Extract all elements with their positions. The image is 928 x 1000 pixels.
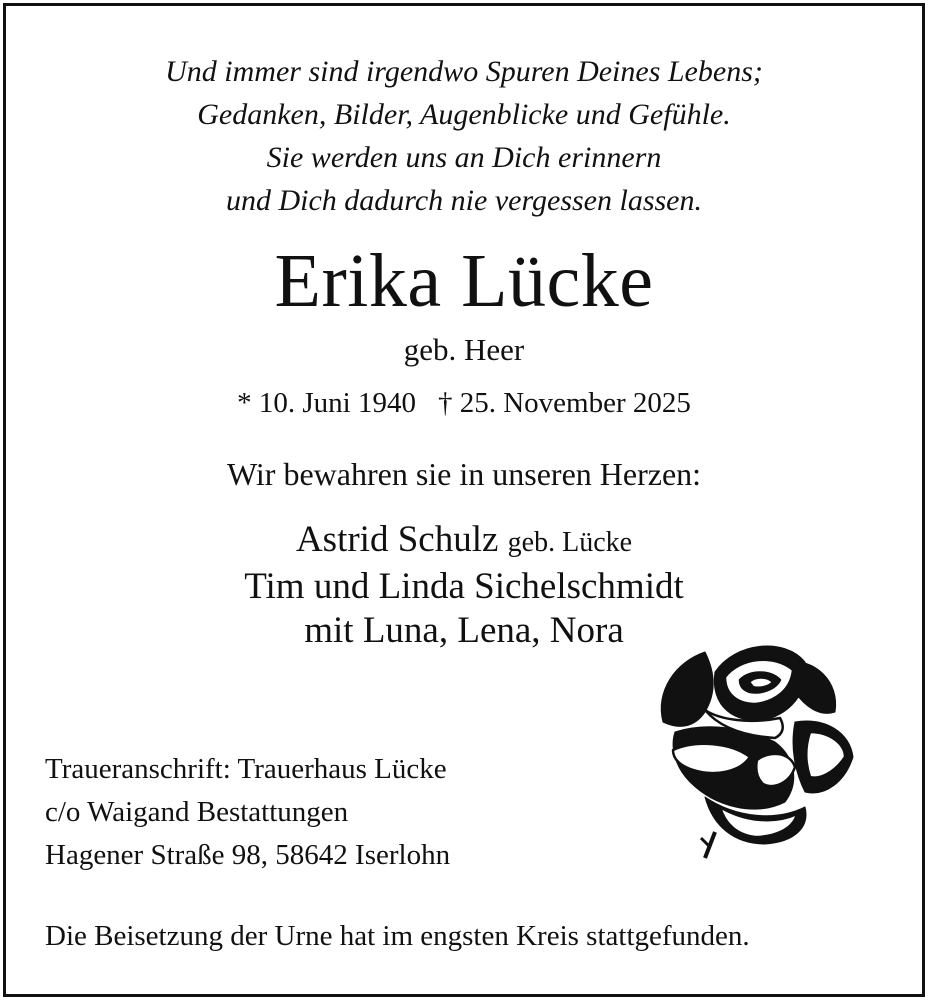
deceased-name: Erika Lücke [274,239,654,323]
verse-line: und Dich dadurch nie vergessen lassen. [225,184,702,217]
memorial-verse [0,50,928,222]
address-line: c/o Waigand Bestattungen [45,796,349,828]
mourner-name: Astrid Schulz [295,519,499,560]
mourner-maiden-note: geb. Lücke [507,527,633,558]
verse-line: Gedanken, Bilder, Augenblicke und Gefühle. [197,98,731,131]
mourner-line: Tim und Linda Sichelschmidt [244,566,684,607]
life-dates [0,383,928,423]
death-date: † 25. November 2025 [437,387,691,419]
verse-line: Sie werden uns an Dich erinnern [266,141,662,174]
address-line: Traueranschrift: Trauerhaus Lücke [45,753,447,785]
rose-icon [645,632,860,860]
birth-date: * 10. Juni 1940 [237,387,416,419]
mourning-address [45,748,450,877]
burial-note: Die Beisetzung der Urne hat im engsten Kreis stattgefunden. [45,920,750,952]
mourner-line: mit Luna, Lena, Nora [304,610,624,651]
verse-line: Und immer sind irgendwo Spuren Deines Lebens; [165,55,763,88]
mourner-line [0,518,928,565]
maiden-name: geb. Heer [403,332,525,367]
mourners-intro: Wir bewahren sie in unseren Herzen: [226,456,702,492]
address-line: Hagener Straße 98, 58642 Iserlohn [45,839,451,871]
